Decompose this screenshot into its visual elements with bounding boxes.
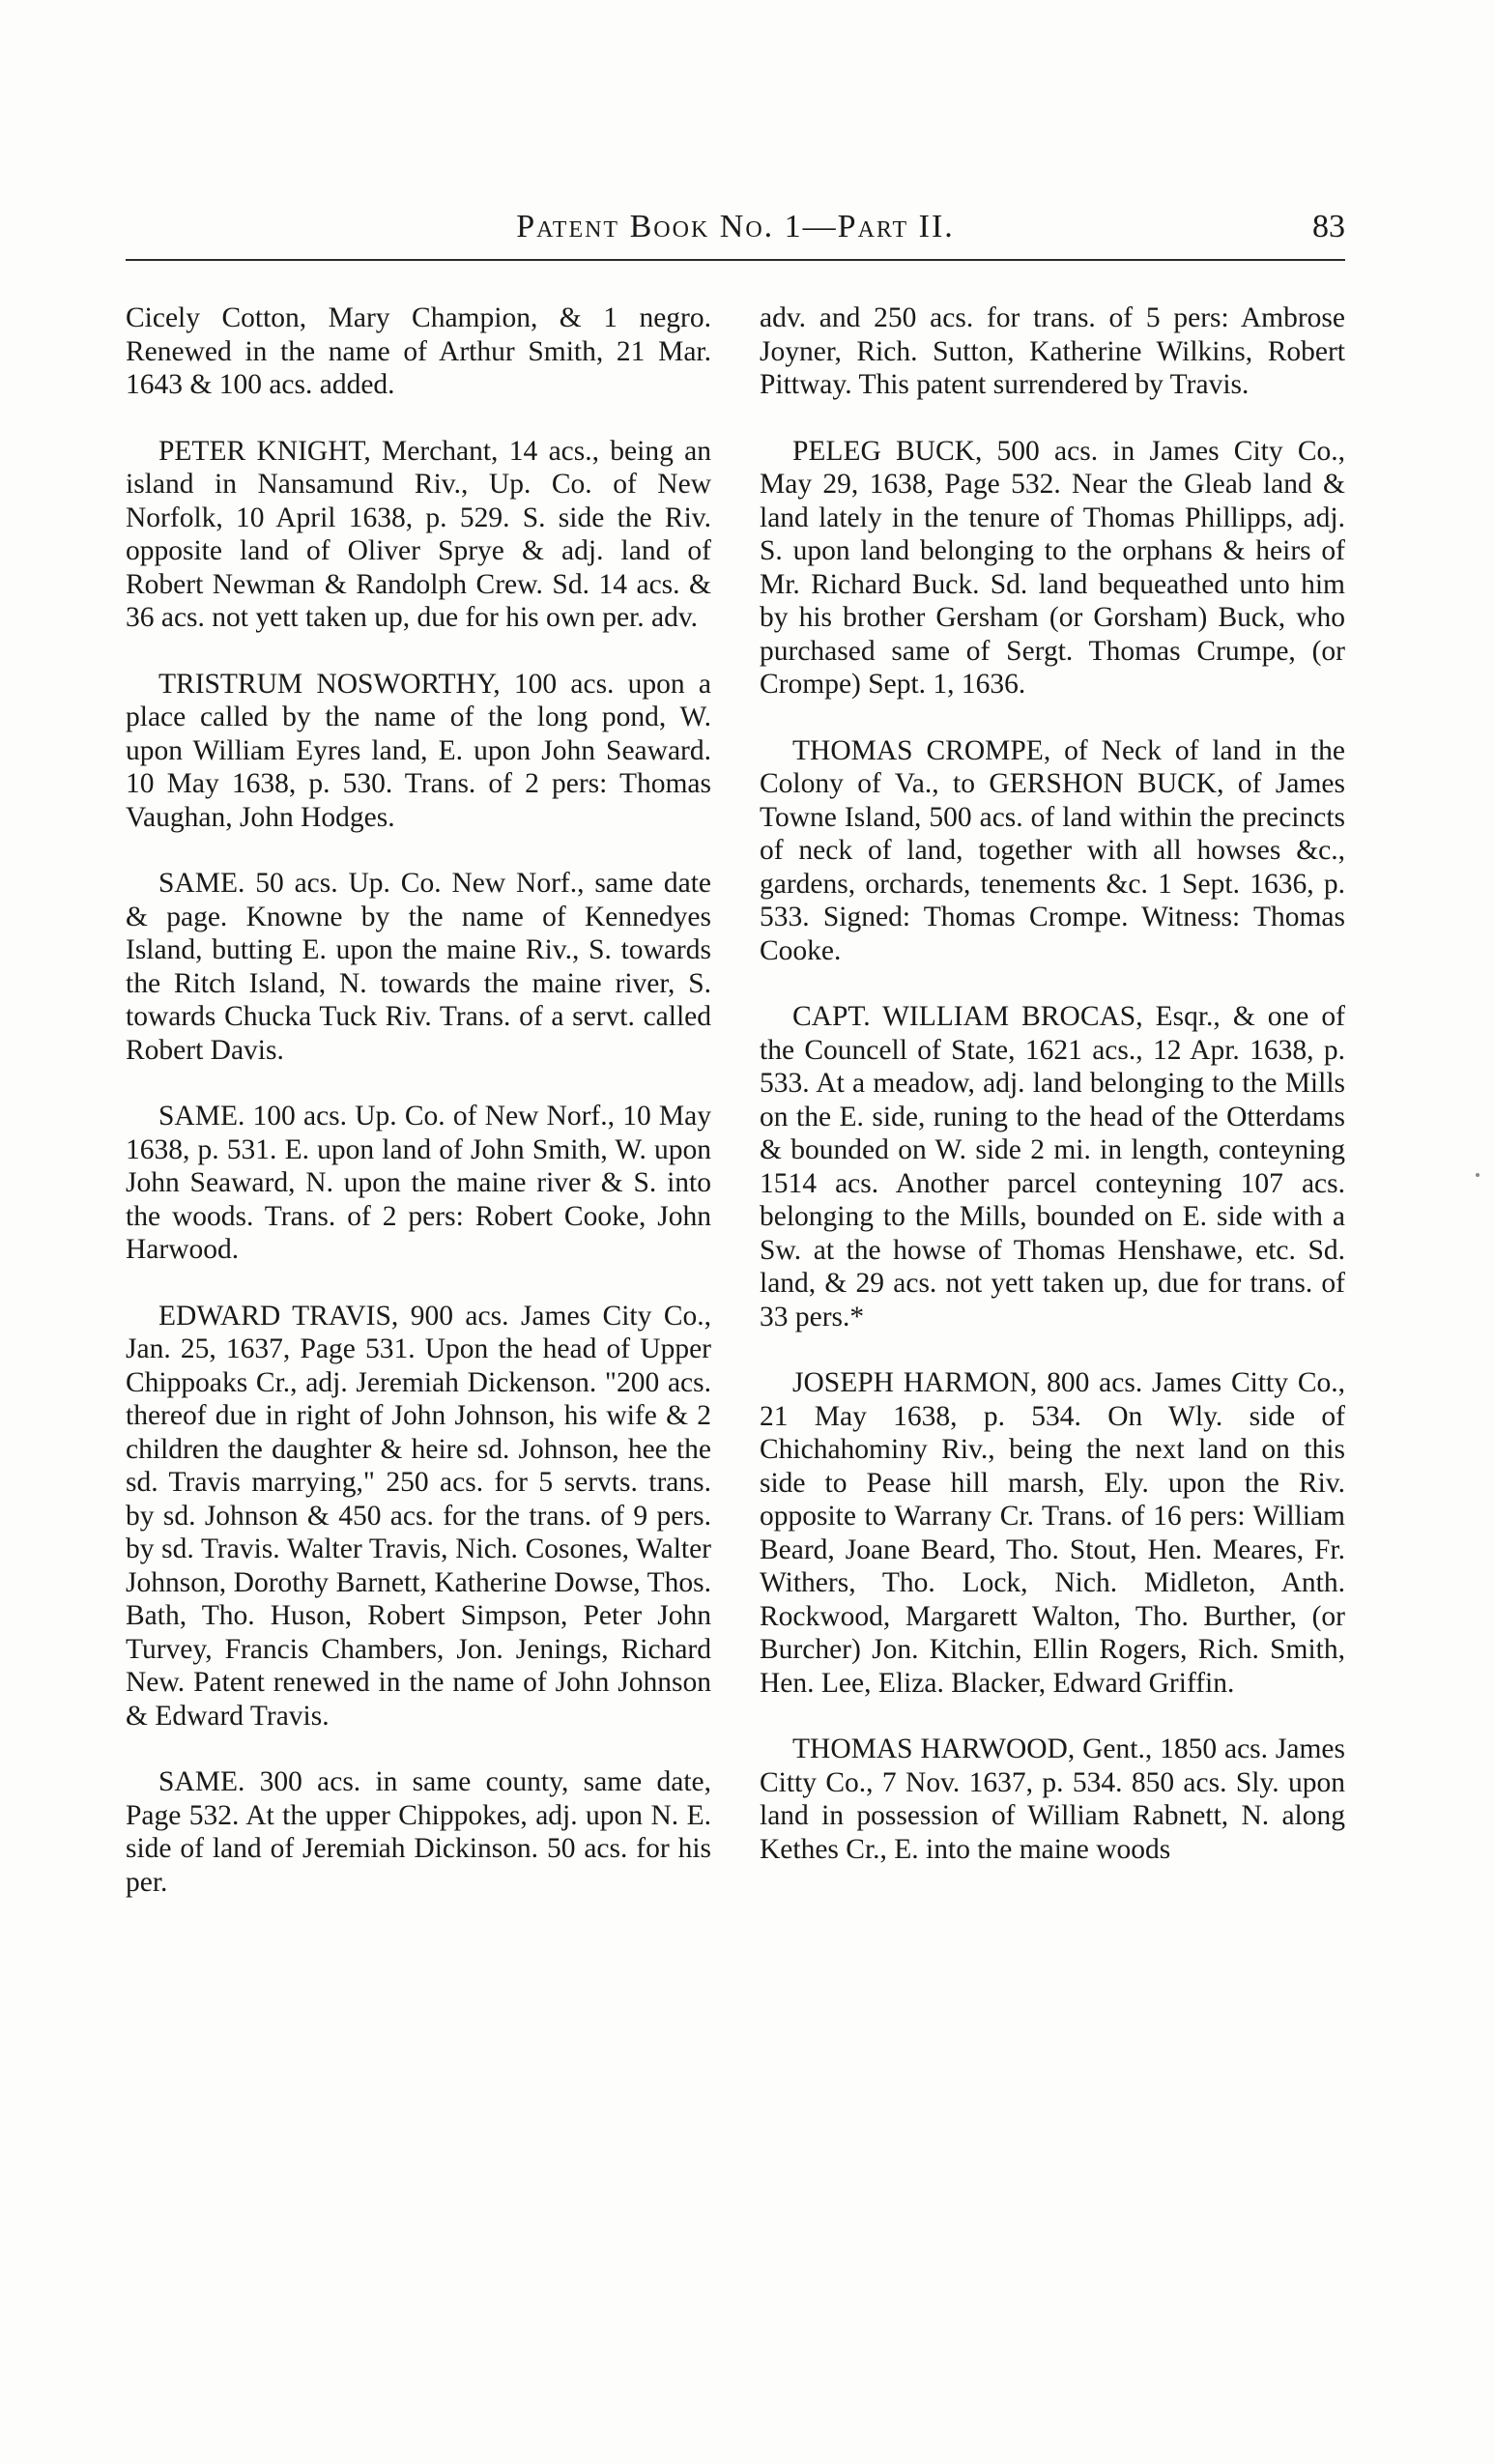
header-rule [126, 259, 1345, 261]
entry-paragraph: SAME. 50 acs. Up. Co. New Norf., same date & page. Knowne by the name of Kennedyes Island, butting E. upon the maine Riv., S. towards the Ritch Island, N. towards the maine river, S. towards Chucka Tuck Riv. Trans. of a servt. called Robert Davis. [126, 868, 711, 1066]
entry-paragraph: PETER KNIGHT, Merchant, 14 acs., being an island in Nansamund Riv., Up. Co. of New Norfolk, 10 April 1638, p. 529. S. side the Riv. opposite land of Oliver Sprye & adj. land of Robert Newman & Randolph Crew. Sd. 14 acs. & 36 acs. not yett taken up, due for his own per. adv. [126, 435, 711, 633]
entry-paragraph: SAME. 300 acs. in same county, same date, Page 532. At the upper Chippokes, adj. upon N. E. side of land of Jeremiah Dickinson. 50 acs. for his per. [126, 1766, 711, 1898]
page-number: 83 [1312, 209, 1345, 244]
entry-paragraph: EDWARD TRAVIS, 900 acs. James City Co., Jan. 25, 1637, Page 531. Upon the head of Upper Chippoaks Cr., adj. Jeremiah Dickenson. "200 acs. thereof due in right of John Johnson, his wife & 2 children the daughter & heire sd. Johnson, hee the sd. Travis marrying," 250 acs. for 5 servts. trans. by sd. Johnson & 450 acs. for the trans. of 9 pers. by sd. Travis. Walter Travis, Nich. Cosones, Walter Johnson, Dorothy Barnett, Katherine Dowse, Thos. Bath, Tho. Huson, Robert Simpson, Peter John Turvey, Francis Chambers, Jon. Jenings, Richard New. Patent renewed in the name of John Johnson & Edward Travis. [126, 1300, 711, 1732]
entry-paragraph: Cicely Cotton, Mary Champion, & 1 negro. Renewed in the name of Arthur Smith, 21 Mar. 1643 & 100 acs. added. [126, 302, 711, 400]
entry-paragraph: CAPT. WILLIAM BROCAS, Esqr., & one of the Councell of State, 1621 acs., 12 Apr. 1638, p. 533. At a meadow, adj. land belonging to the Mills on the E. side, runing to the head of the Otterdams & bounded on W. side 2 mi. in length, conteyning 1514 acs. Another parcel conteyning 107 acs. belonging to the Mills, bounded on E. side with a Sw. at the howse of Thomas Henshawe, etc. Sd. land, & 29 acs. not yett taken up, due for trans. of 33 pers.* [760, 1001, 1345, 1332]
right-column [760, 301, 1345, 1899]
entry-paragraph: TRISTRUM NOSWORTHY, 100 acs. upon a place called by the name of the long pond, W. upon William Eyres land, E. upon John Seaward. 10 May 1638, p. 530. Trans. of 2 pers: Thomas Vaughan, John Hodges. [126, 668, 711, 833]
entry-paragraph: THOMAS HARWOOD, Gent., 1850 acs. James Citty Co., 7 Nov. 1637, p. 534. 850 acs. Sly. upon land in possession of William Rabnett, N. along Kethes Cr., E. into the maine woods [760, 1733, 1345, 1865]
entry-paragraph: THOMAS CROMPE, of Neck of land in the Colony of Va., to GERSHON BUCK, of James Towne Island, 500 acs. of land within the precincts of neck of land, together with all howses &c., gardens, orchards, tenements &c. 1 Sept. 1636, p. 533. Signed: Thomas Crompe. Witness: Thomas Cooke. [760, 734, 1345, 966]
running-head [126, 203, 1345, 251]
left-column [126, 301, 711, 1932]
entry-paragraph: SAME. 100 acs. Up. Co. of New Norf., 10 May 1638, p. 531. E. upon land of John Smith, W. upon John Seaward, N. upon the maine river & S. into the woods. Trans. of 2 pers: Robert Cooke, John Harwood. [126, 1101, 711, 1265]
entry-paragraph: PELEG BUCK, 500 acs. in James City Co., May 29, 1638, Page 532. Near the Gleab land & land lately in the tenure of Thomas Phillipps, adj. S. upon land belonging to the orphans & heirs of Mr. Richard Buck. Sd. land bequeathed unto him by his brother Gersham (or Gorsham) Buck, who purchased same of Sergt. Thomas Crumpe, (or Crompe) Sept. 1, 1636. [760, 435, 1345, 700]
entry-paragraph: JOSEPH HARMON, 800 acs. James Citty Co., 21 May 1638, p. 534. On Wly. side of Chichahominy Riv., being the next land on this side to Pease hill marsh, Ely. upon the Riv. opposite to Warrany Cr. Trans. of 16 pers: William Beard, Joane Beard, Tho. Stout, Hen. Meares, Fr. Withers, Tho. Lock, Nich. Midleton, Anth. Rockwood, Margarett Walton, Tho. Burther, (or Burcher) Jon. Kitchin, Ellin Rogers, Rich. Smith, Hen. Lee, Eliza. Blacker, Edward Griffin. [760, 1367, 1345, 1699]
running-title: Patent Book No. 1—Part II. [516, 209, 955, 244]
entry-paragraph: adv. and 250 acs. for trans. of 5 pers: Ambrose Joyner, Rich. Sutton, Katherine Wilkins, Robert Pittway. This patent surrendered by Travis. [760, 302, 1345, 400]
scan-speck [1476, 1173, 1480, 1177]
